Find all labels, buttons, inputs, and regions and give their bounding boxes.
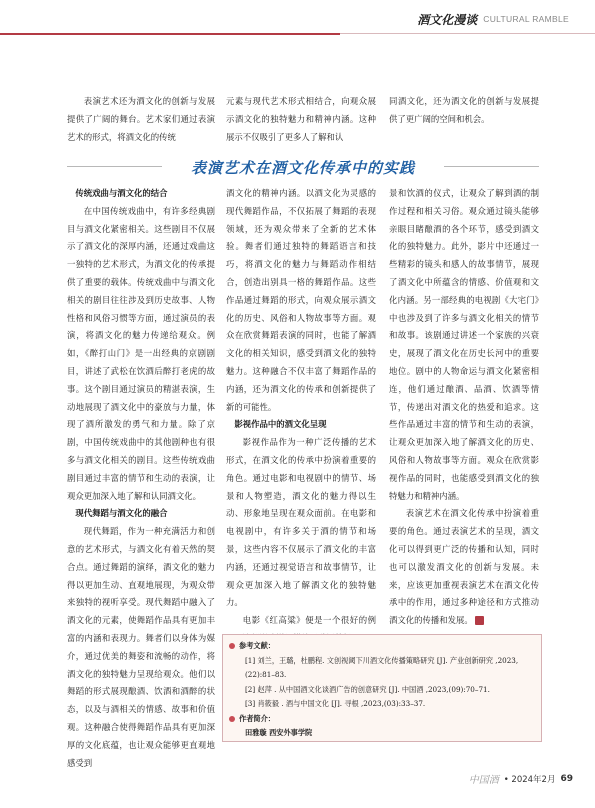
reference-item-2: [2] 赵萍 . 从中国酒文化谈酒广告的创意研究 [J]. 中国酒 ,2023,(09):70–71. xyxy=(245,684,490,694)
intro-paragraph-3: 同酒文化，还为酒文化的创新与发展提供了更广阔的空间和机会。 xyxy=(389,96,539,124)
paragraph-film-cont: 景和饮酒的仪式，让观众了解到酒的制作过程和相关习俗。观众通过镜头能够亲眼目睹酿酒的各个环节，感受到酒文化的独特魅力。此外，影片中还通过一些精彩的镜头和感人的故事情节，展现了酒文化中所蕴含的情感、价值观和文化内涵。另一部经典的电视剧《大宅门》中也涉及到了许多与酒文化相关的情节和故事。该剧通过讲述一个家族的兴衰史，展现了酒文化在历史长河中的重要地位。剧中的人物命运与酒文化紧密相连，他们通过酿酒、品酒、饮酒等情节，传递出对酒文化的热爱和追求。这些作品通过丰富的情节和生动的表演，让观众更加深入地了解酒文化的历史、风俗和人物故事等方面。观众在欣赏影视作品的同时，也能感受到酒文化的独特魅力和精神内涵。 xyxy=(389,188,539,501)
page-footer xyxy=(469,771,573,786)
bullet-dot-icon xyxy=(229,643,235,649)
end-mark-icon: 卍 xyxy=(475,616,484,625)
header-accent-rule xyxy=(0,33,340,35)
reference-item-3: [3] 肖筱毅 . 酒与中国文化 [J]. 寻根 ,2023,(03):33–37. xyxy=(245,699,426,708)
subheading-film: 影视作品中的酒文化呈现 xyxy=(234,419,327,430)
author-label-row xyxy=(223,712,541,727)
intro-paragraph-2: 元素与现代艺术形式相结合，向观众展示酒文化的独特魅力和精神内涵。这种展示不仅吸引了更多人了解和认 xyxy=(226,96,376,142)
references-label: 参考文献： xyxy=(239,641,275,650)
intro-column-3 xyxy=(389,93,539,129)
reference-item-1: [1] 刘兰，王璐，杜鹏程. 文创视阈下川酒文化传播策略研究 [J]. 产业创新研究 ,2023,(22):81–83. xyxy=(245,655,519,679)
conclusion-text: 表演艺术在酒文化传承中扮演着重要的角色。通过表演艺术的呈现，酒文化可以得到更广泛的传播和认知，同时也可以激发酒文化的创新与发展。未来，应该更加重视表演艺术在酒文化传承中的作用，通过多种途径和方式推动酒文化的传播和发展。 xyxy=(389,508,539,626)
subheading-dance: 现代舞蹈与酒文化的融合 xyxy=(75,508,168,519)
paragraph-dance-cont: 酒文化的精神内涵。以酒文化为灵感的现代舞蹈作品，不仅拓展了舞蹈的表现领域，还为观众带来了全新的艺术体验。舞者们通过独特的舞蹈语言和技巧，将酒文化的魅力与舞蹈动作相结合，创造出别具一格的舞蹈作品。这些作品通过舞蹈的形式，向观众展示酒文化的历史、风俗和人物故事等方面。观众在欣赏舞蹈表演的同时，也能了解酒文化的相关知识，感受到酒文化的独特魅力。这种融合不仅丰富了舞蹈作品的内涵，还为酒文化的传承和创新提供了新的可能性。 xyxy=(226,188,376,412)
section-title-bar xyxy=(67,157,539,177)
author-label: 作者简介： xyxy=(239,713,275,723)
paragraph-opera: 在中国传统戏曲中，有许多经典剧目与酒文化紧密相关。这些剧目不仅展示了酒文化的深厚内涵，还通过戏曲这一独特的艺术形式，为酒文化的传承提供了重要的载体。传统戏曲中与酒文化相关的剧目往往涉及到历史故事、人物性格和风俗习惯等方面，通过演员的表演，将酒文化的魅力传递给观众。例如，《醉打山门》是一出经典的京剧剧目，讲述了武松在饮酒后醉打老虎的故事。这个剧目通过演员的精湛表演，生动地展现了酒文化中的豪放与力量，体现了酒所激发的勇气和力量。除了京剧，中国传统戏曲中的其他剧种也有很多与酒文化相关的剧目。这些传统戏曲剧目通过丰富的情节和生动的表演，让观众更加深入地了解和认同酒文化。 xyxy=(67,205,215,501)
subheading-opera: 传统戏曲与酒文化的结合 xyxy=(75,188,168,198)
page-number: 69 xyxy=(560,773,573,784)
intro-paragraph-1: 表演艺术还为酒文化的创新与发展提供了广阔的舞台。艺术家们通过表演艺术的形式，将酒文化的传统 xyxy=(67,96,215,142)
paragraph-conclusion xyxy=(389,505,539,630)
paragraph-film-example: 电影《红高粱》便是一个很好的例 xyxy=(242,615,376,626)
body-column-3 xyxy=(389,185,539,630)
title-rule-right xyxy=(444,166,539,167)
author-info: 田雅璇 西安外事学院 xyxy=(245,728,313,737)
body-column-1 xyxy=(67,185,215,772)
running-header xyxy=(417,8,569,30)
magazine-logo: 中国酒 xyxy=(468,775,499,786)
references-box xyxy=(222,634,542,742)
section-name-en: CULTURAL RAMBLE xyxy=(483,14,569,24)
paragraph-dance: 现代舞蹈，作为一种充满活力和创意的艺术形式，与酒文化有着天然的契合点。通过舞蹈的演绎，酒文化的魅力得以更加生动、直观地展现，为观众带来独特的视听享受。现代舞蹈中融入了酒文化的元素，使舞蹈作品具有更加丰富的内涵和表现力。舞者们以身体为媒介，通过优美的舞姿和流畅的动作，将酒文化的独特魅力呈现给观众。他们以舞蹈的形式展现酿酒、饮酒和酒醉的状态，以及与酒相关的情感、故事和价值观。这种融合使得舞蹈作品具有更加深厚的文化底蕴，也让观众能够更直观地感受到 xyxy=(67,526,215,768)
issue-date: • 2024年2月 xyxy=(503,774,556,785)
section-title: 表演艺术在酒文化传承中的实践 xyxy=(190,159,415,177)
intro-column-1 xyxy=(67,93,215,146)
references-label-row xyxy=(223,639,541,654)
bullet-dot-icon xyxy=(229,716,235,722)
paragraph-film: 影视作品作为一种广泛传播的艺术形式，在酒文化的传承中扮演着重要的角色。通过电影和电视剧中的情节、场景和人物塑造，酒文化的魅力得以生动、形象地呈现在观众面前。在电影和电视剧中，有许多关于酒的情节和场景，这些内容不仅展示了酒文化的丰富内涵，还通过视觉语言和故事情节，让观众更加深入地了解酒文化的独特魅力。 xyxy=(226,437,376,608)
body-column-2 xyxy=(226,185,376,648)
intro-column-2 xyxy=(226,93,376,146)
section-name-cn: 酒文化漫谈 xyxy=(417,12,478,27)
